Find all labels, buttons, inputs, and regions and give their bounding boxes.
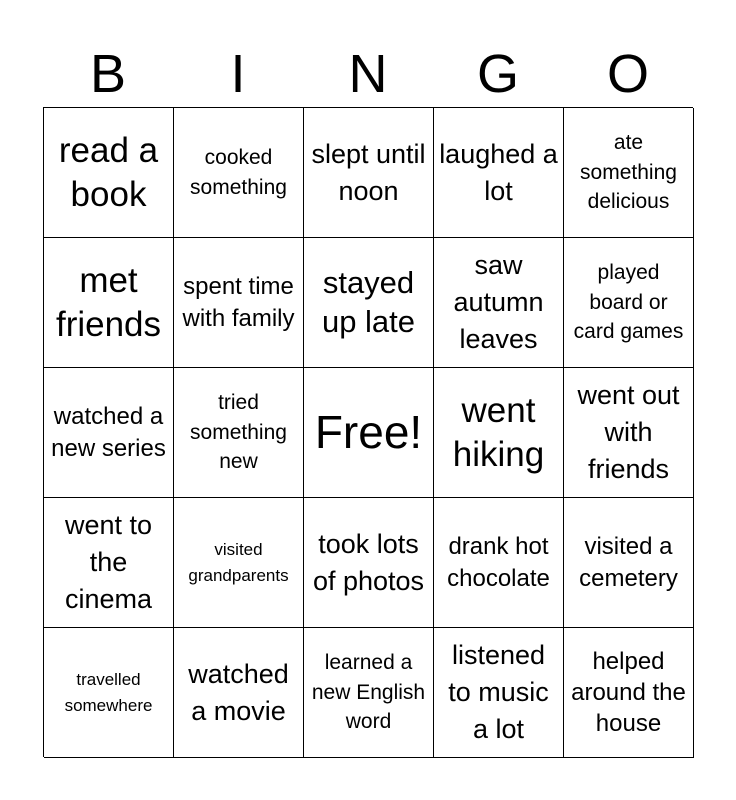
cell-text: watched a new series xyxy=(51,403,166,462)
cell-text: helped around the house xyxy=(571,647,686,738)
bingo-cell[interactable] xyxy=(174,368,304,498)
bingo-cell[interactable] xyxy=(44,628,174,758)
bingo-cell[interactable] xyxy=(304,108,434,238)
bingo-cell[interactable] xyxy=(174,238,304,368)
cell-text: saw autumn leaves xyxy=(453,250,544,354)
header-letter-g: G xyxy=(476,44,519,104)
bingo-cell[interactable] xyxy=(434,368,564,498)
bingo-cell[interactable] xyxy=(44,498,174,628)
cell-text: spent time with family xyxy=(182,273,295,332)
bingo-cell[interactable] xyxy=(304,238,434,368)
header-letter-o: O xyxy=(606,44,649,104)
bingo-grid xyxy=(43,107,693,757)
cell-text: drank hot chocolate xyxy=(447,533,550,592)
header-letter-b: B xyxy=(89,44,127,104)
cell-text: tried something new xyxy=(190,391,287,474)
bingo-cell[interactable] xyxy=(44,108,174,238)
bingo-cell[interactable] xyxy=(304,628,434,758)
cell-text: went out with friends xyxy=(577,380,680,484)
bingo-cell[interactable] xyxy=(174,108,304,238)
bingo-cell[interactable] xyxy=(434,108,564,238)
cell-text: went hiking xyxy=(452,390,545,474)
bingo-cell[interactable] xyxy=(564,628,694,758)
header-letter-i: I xyxy=(230,44,246,104)
bingo-cell[interactable] xyxy=(564,238,694,368)
free-space-text: Free! xyxy=(314,406,423,459)
bingo-cell[interactable] xyxy=(564,368,694,498)
bingo-cell[interactable] xyxy=(434,628,564,758)
bingo-cell[interactable] xyxy=(304,498,434,628)
header-letter-n: N xyxy=(348,44,388,104)
cell-text: played board or card games xyxy=(573,261,684,344)
cell-text: listened to music a lot xyxy=(448,640,549,744)
cell-text: travelled somewhere xyxy=(64,670,153,715)
bingo-cell[interactable] xyxy=(564,498,694,628)
bingo-cell[interactable] xyxy=(174,628,304,758)
cell-text: stayed up late xyxy=(321,264,416,339)
cell-text: read a book xyxy=(58,130,159,214)
cell-text: went to the cinema xyxy=(64,510,153,614)
bingo-cell[interactable] xyxy=(174,498,304,628)
cell-text: learned a new English word xyxy=(311,651,426,734)
bingo-cell[interactable] xyxy=(434,498,564,628)
cell-text: laughed a lot xyxy=(439,138,558,206)
bingo-cell[interactable] xyxy=(44,238,174,368)
cell-text: slept until noon xyxy=(311,138,426,206)
cell-text: ate something delicious xyxy=(580,131,677,214)
bingo-cell[interactable] xyxy=(434,238,564,368)
bingo-cell[interactable] xyxy=(44,368,174,498)
cell-text: watched a movie xyxy=(188,658,289,726)
cell-text: cooked something xyxy=(190,146,287,199)
bingo-header xyxy=(43,42,693,106)
cell-text: visited grandparents xyxy=(188,540,289,585)
bingo-cell[interactable] xyxy=(564,108,694,238)
cell-text: met friends xyxy=(55,260,162,344)
free-space[interactable] xyxy=(304,368,434,498)
cell-text: took lots of photos xyxy=(312,528,425,596)
cell-text: visited a cemetery xyxy=(579,533,678,592)
